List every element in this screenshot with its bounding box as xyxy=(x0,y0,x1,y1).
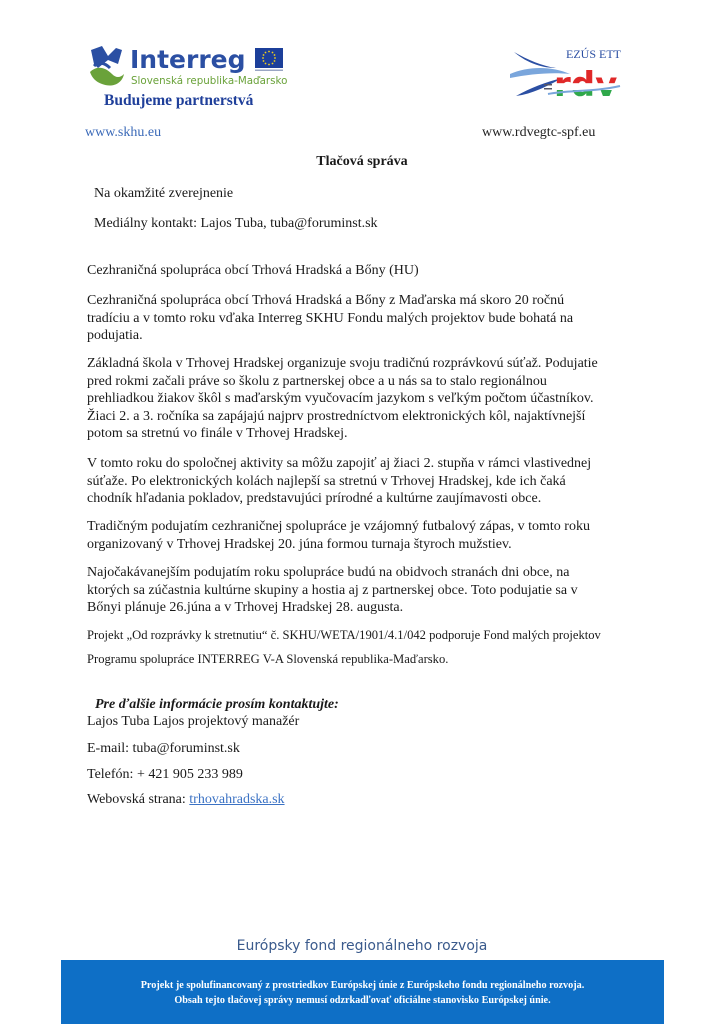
paragraph-line: podujatia. xyxy=(87,328,143,343)
paragraph-football xyxy=(87,518,647,553)
release-note: Na okamžité zverejnenie xyxy=(94,186,234,201)
rdv-logo-graphic xyxy=(508,44,624,106)
paragraph-village-days xyxy=(87,564,647,617)
project-note-line-2: Programu spolupráce INTERREG V-A Slovenská republika-Maďarsko. xyxy=(87,652,449,666)
footer-disclaimer-line-2: Obsah tejto tlačovej správy nemusí odzrkadľovať oficiálne stanovisko Európskej únie. xyxy=(174,995,551,1006)
website-label: Webovská strana: xyxy=(87,792,190,807)
headline: Cezhraničná spolupráca obcí Trhová Hradská a Bőny (HU) xyxy=(87,263,419,278)
contact-heading: Pre ďalšie informácie prosím kontaktujte: xyxy=(95,697,339,712)
contact-phone: Telefón: + 421 905 233 989 xyxy=(87,767,243,782)
paragraph-line: potom sa stretnú vo finále v Trhovej Hradskej. xyxy=(87,426,348,441)
erdf-label: Európsky fond regionálneho rozvoja xyxy=(236,938,488,954)
paragraph-line: prehliadkou žiakov škôl s maďarským vyučovacím jazykom s veľkým počtom účastníkov. xyxy=(87,391,594,406)
paragraph-line: chodník hľadania pokladov, predstavujúci prírodné a kultúrne zaujímavosti obce. xyxy=(87,491,542,506)
footer-disclaimer-line-1: Projekt je spolufinancovaný z prostriedkov Európskej únie z Európskeho fondu regionálneho rozvoja. xyxy=(140,980,585,991)
paragraph-line: pred rokmi začali práve so školu z partnerskej obce a u nás sa to stalo regionálnou xyxy=(87,373,547,389)
interreg-wordmark: Interreg xyxy=(130,45,246,74)
eu-flag-icon xyxy=(255,48,283,71)
rdvegtc-url[interactable]: www.rdvegtc-spf.eu xyxy=(482,125,596,140)
paragraph-line: organizovaný v Trhovej Hradskej 20. júna formou turnaja štyroch mužstiev. xyxy=(87,536,512,552)
paragraph-line: Bőnyi plánuje 26.júna a v Trhovej Hradskej 28. augusta. xyxy=(87,600,404,615)
interreg-subtitle: Slovenská republika-Maďarsko xyxy=(131,75,288,87)
contact-email: E-mail: tuba@foruminst.sk xyxy=(87,741,240,756)
paragraph-line: ktorých sa zúčastnia kultúrne skupiny a hostia aj z partnerskej obce. Toto podujatie sa v xyxy=(87,582,578,598)
document-title: Tlačová správa xyxy=(316,154,408,169)
skhu-url[interactable]: www.skhu.eu xyxy=(85,125,162,140)
paragraph-line: V tomto roku do spoločnej aktivity sa môžu zapojiť aj žiaci 2. stupňa v rámci vlastivednej xyxy=(87,456,592,471)
interreg-logo xyxy=(88,44,288,90)
project-note-line-1: Projekt „Od rozprávky k stretnutiu“ č. SKHU/WETA/1901/4.1/042 podporuje Fond malých projektov xyxy=(87,628,601,642)
paragraph-school-competition xyxy=(87,355,647,443)
paragraph-line: Žiaci 2. a 3. ročníka sa zapájajú najprv prostredníctvom elektronických kôl, najaktívnejší xyxy=(87,408,586,424)
paragraph-line: Najočakávanejším podujatím roku spolupráce budú na obidvoch stranách dni obce, na xyxy=(87,565,570,580)
website-link[interactable]: trhovahradska.sk xyxy=(189,792,285,807)
rdv-top-text: EZÚS ETT xyxy=(566,47,621,61)
contact-website xyxy=(87,792,285,808)
paragraph-line: Tradičným podujatím cezhraničnej spolupráce je vzájomný futbalový zápas, v tomto roku xyxy=(87,519,590,534)
paragraph-line: Základná škola v Trhovej Hradskej organizuje svoju tradičnú rozprávkovú súťaž. Podujatie xyxy=(87,356,598,371)
paragraph-second-stage xyxy=(87,455,647,508)
media-contact: Mediálny kontakt: Lajos Tuba, tuba@foruminst.sk xyxy=(94,216,378,231)
interreg-emblem-bottom xyxy=(90,68,124,86)
footer-band xyxy=(61,960,664,1024)
paragraph-line: tradíciu a v tomto roku vďaka Interreg SKHU Fondu malých projektov bude bohatá na xyxy=(87,310,574,326)
tagline: Budujeme partnerstvá xyxy=(104,92,254,109)
rdv-wordmark: rdv xyxy=(554,65,618,105)
paragraph-line: súťaže. Po elektronických kolách najlepší sa stretnú v Trhovej Hradskej, kde ich čaká xyxy=(87,473,566,489)
paragraph-line: Cezhraničná spolupráca obcí Trhová Hradská a Bőny z Maďarska má skoro 20 ročnú xyxy=(87,293,565,308)
paragraph-intro xyxy=(87,292,647,345)
interreg-logo-graphic xyxy=(88,44,288,90)
rdv-logo xyxy=(508,44,624,106)
rdv-swoosh-top xyxy=(514,52,556,68)
footer-disclaimer xyxy=(61,978,664,1008)
contact-name: Lajos Tuba Lajos projektový manažér xyxy=(87,714,300,729)
